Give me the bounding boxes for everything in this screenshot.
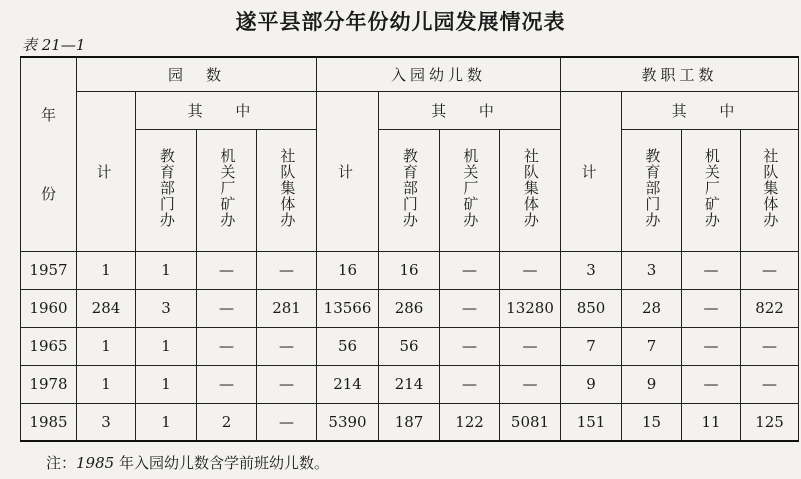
value-cell: 122 (440, 403, 500, 441)
value-cell: — (197, 365, 257, 403)
value-cell: 56 (317, 327, 379, 365)
sub-header-org: 机关厂矿办 (682, 129, 741, 251)
value-cell: — (440, 327, 500, 365)
footnote (46, 452, 329, 473)
group-header-staff: 教职工数 (561, 57, 799, 91)
group-header-children: 入园幼儿数 (317, 57, 561, 91)
year-header (21, 57, 77, 251)
value-cell: 7 (622, 327, 682, 365)
value-cell: 281 (257, 289, 317, 327)
year-header-bottom: 份 (40, 185, 56, 204)
year-cell: 1957 (21, 251, 77, 289)
value-cell: 3 (561, 251, 622, 289)
value-cell: — (682, 289, 741, 327)
value-cell: — (257, 251, 317, 289)
value-cell: 7 (561, 327, 622, 365)
year-header-top: 年 (40, 106, 56, 125)
value-cell: 3 (136, 289, 197, 327)
qizhong-header-staff: 其 中 (622, 91, 799, 129)
value-cell: 9 (622, 365, 682, 403)
value-cell: 3 (622, 251, 682, 289)
value-cell: 9 (561, 365, 622, 403)
value-cell: 5081 (500, 403, 561, 441)
table-row (21, 251, 799, 289)
value-cell: 214 (317, 365, 379, 403)
value-cell: 1 (77, 251, 136, 289)
value-cell: — (257, 403, 317, 441)
total-header-children: 计 (317, 91, 379, 251)
value-cell: — (197, 289, 257, 327)
value-cell: — (197, 327, 257, 365)
value-cell: 28 (622, 289, 682, 327)
value-cell: 13566 (317, 289, 379, 327)
value-cell: 125 (741, 403, 799, 441)
sub-header-collective: 社队集体办 (741, 129, 799, 251)
total-header-schools: 计 (77, 91, 136, 251)
table-body (21, 251, 799, 441)
value-cell: 1 (136, 327, 197, 365)
value-cell: 214 (379, 365, 440, 403)
footnote-year: 1985 (76, 454, 115, 472)
table-row (21, 327, 799, 365)
value-cell: 2 (197, 403, 257, 441)
value-cell: 15 (622, 403, 682, 441)
value-cell: — (500, 365, 561, 403)
value-cell: 56 (379, 327, 440, 365)
value-cell: 187 (379, 403, 440, 441)
value-cell: — (197, 251, 257, 289)
table-row (21, 403, 799, 441)
table-row (21, 289, 799, 327)
total-header-staff: 计 (561, 91, 622, 251)
sub-header-org: 机关厂矿办 (440, 129, 500, 251)
qizhong-header-children: 其 中 (379, 91, 561, 129)
sub-header-org: 机关厂矿办 (197, 129, 257, 251)
value-cell: 284 (77, 289, 136, 327)
value-cell: — (682, 327, 741, 365)
footnote-prefix: 注： (46, 454, 77, 472)
year-cell: 1985 (21, 403, 77, 441)
value-cell: — (257, 327, 317, 365)
value-cell: 286 (379, 289, 440, 327)
value-cell: 850 (561, 289, 622, 327)
footnote-text: 年入园幼儿数含学前班幼儿数。 (114, 454, 329, 472)
value-cell: 151 (561, 403, 622, 441)
value-cell: — (440, 289, 500, 327)
value-cell: — (741, 251, 799, 289)
value-cell: 3 (77, 403, 136, 441)
sub-header-edu: 教育部门办 (136, 129, 197, 251)
value-cell: — (682, 365, 741, 403)
value-cell: 13280 (500, 289, 561, 327)
value-cell: — (682, 251, 741, 289)
sub-header-collective: 社队集体办 (257, 129, 317, 251)
value-cell: 1 (136, 251, 197, 289)
value-cell: 5390 (317, 403, 379, 441)
sub-header-edu: 教育部门办 (379, 129, 440, 251)
sub-header-edu: 教育部门办 (622, 129, 682, 251)
value-cell: — (500, 327, 561, 365)
value-cell: 1 (77, 327, 136, 365)
value-cell: — (440, 251, 500, 289)
qizhong-header-schools: 其 中 (136, 91, 317, 129)
year-cell: 1978 (21, 365, 77, 403)
value-cell: 1 (77, 365, 136, 403)
value-cell: — (741, 327, 799, 365)
value-cell: 11 (682, 403, 741, 441)
value-cell: — (257, 365, 317, 403)
value-cell: 1 (136, 403, 197, 441)
kindergarten-table (20, 56, 799, 442)
table-row (21, 365, 799, 403)
value-cell: — (741, 365, 799, 403)
year-cell: 1960 (21, 289, 77, 327)
value-cell: 16 (317, 251, 379, 289)
value-cell: 822 (741, 289, 799, 327)
value-cell: — (440, 365, 500, 403)
group-header-schools: 园 数 (77, 57, 317, 91)
value-cell: — (500, 251, 561, 289)
sub-header-collective: 社队集体办 (500, 129, 561, 251)
table-title: 遂平县部分年份幼儿园发展情况表 (235, 10, 566, 34)
year-cell: 1965 (21, 327, 77, 365)
table-number: 表 21—1 (22, 36, 86, 54)
value-cell: 16 (379, 251, 440, 289)
value-cell: 1 (136, 365, 197, 403)
